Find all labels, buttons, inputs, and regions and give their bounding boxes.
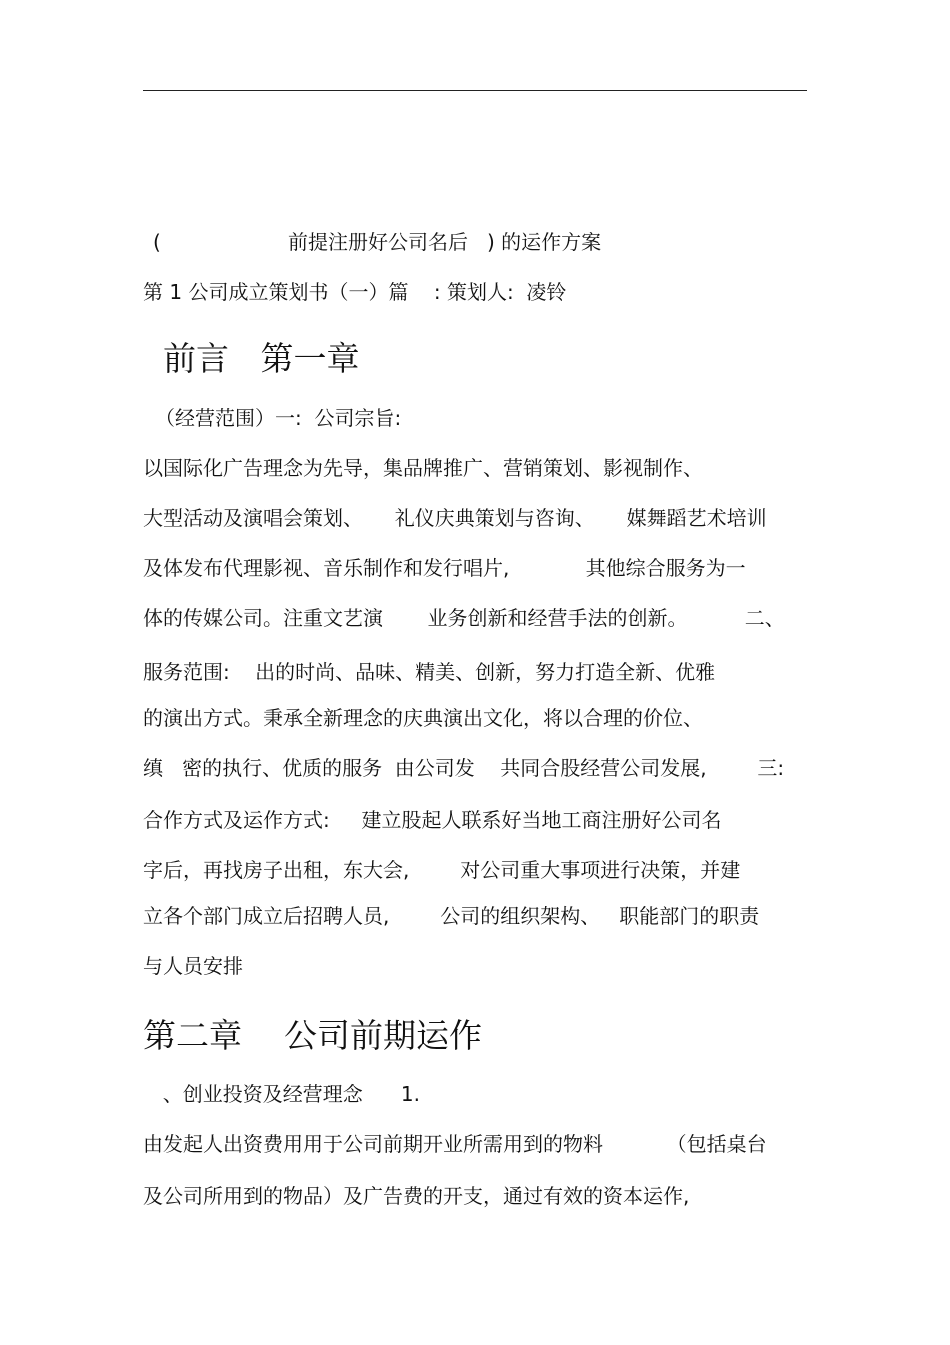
text-line: 字后，再找房子出租，东大会, 对公司重大事项进行决策，并建 — [143, 858, 741, 882]
text-line: （经营范围）一: 公司宗旨: — [155, 406, 402, 430]
text-line: 立各个部门成立后招聘人员, 公司的组织架构、 职能部门的职责 — [143, 904, 760, 928]
document-title: ( 前提注册好公司名后 ) 的运作方案 — [153, 230, 602, 254]
text-line: 服务范围: 出的时尚、品味、精美、创新，努力打造全新、优雅 — [143, 660, 716, 684]
text-line: 缜 密的执行、优质的服务 由公司发 共同合股经营公司发展, 三: — [143, 756, 785, 780]
text-line: 体的传媒公司。注重文艺演 业务创新和经营手法的创新。 二、 — [143, 606, 785, 630]
text-line: 的演出方式。秉承全新理念的庆典演出文化，将以合理的价位、 — [143, 706, 703, 730]
text-line: 及体发布代理影视、音乐制作和发行唱片, 其他综合服务为一 — [143, 556, 746, 580]
text-line: 与人员安排 — [143, 954, 243, 978]
chapter-two-heading: 第二章 公司前期运作 — [143, 1016, 482, 1055]
text-line: 大型活动及演唱会策划、 礼仪庆典策划与咨询、 媒舞蹈艺术培训 — [143, 506, 767, 530]
text-line: 由发起人出资费用用于公司前期开业所需用到的物料 （包括桌台 — [143, 1132, 767, 1156]
header-rule — [143, 90, 807, 91]
chapter-one-heading: 前言 第一章 — [163, 339, 360, 378]
document-subtitle: 第 1 公司成立策划书（一）篇 : 策划人: 凌铃 — [143, 280, 567, 304]
text-line: 、创业投资及经营理念 1. — [150, 1082, 420, 1106]
text-line: 以国际化广告理念为先导，集品牌推广、营销策划、影视制作、 — [143, 456, 703, 480]
text-line: 合作方式及运作方式: 建立股起人联系好当地工商注册好公司名 — [143, 808, 722, 832]
text-line: 及公司所用到的物品）及广告费的开支，通过有效的资本运作, — [143, 1184, 690, 1208]
